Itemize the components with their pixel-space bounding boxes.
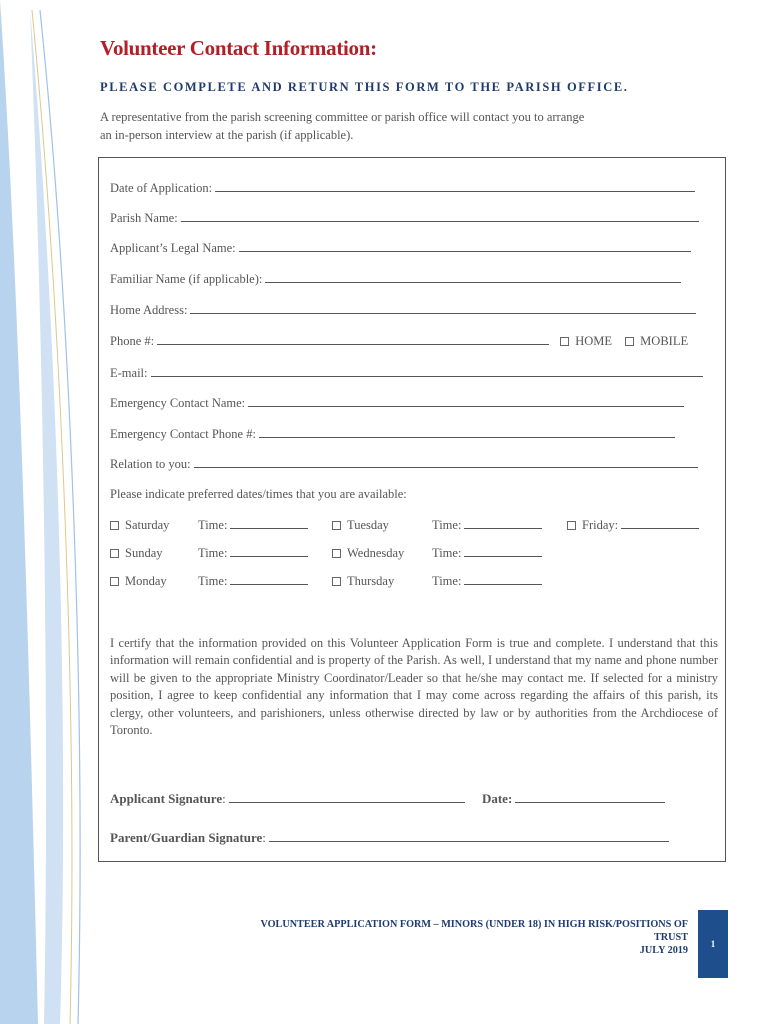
- familiar-name-field[interactable]: [265, 281, 681, 283]
- phone-home-checkbox[interactable]: [560, 337, 569, 346]
- sunday-label: Sunday: [125, 546, 163, 560]
- email-label: E-mail:: [110, 366, 148, 380]
- intro-line-1: A representative from the parish screening committee or parish office will contact you to arrange: [100, 110, 585, 124]
- familiar-name-label: Familiar Name (if applicable):: [110, 272, 263, 286]
- emergency-phone-field[interactable]: [259, 436, 675, 438]
- sunday-checkbox[interactable]: [110, 549, 119, 558]
- wednesday-checkbox[interactable]: [332, 549, 341, 558]
- relation-field[interactable]: [194, 466, 698, 468]
- emergency-phone-row: [110, 427, 675, 442]
- page-title: Volunteer Contact Information:: [100, 36, 377, 60]
- friday-checkbox[interactable]: [567, 521, 576, 530]
- saturday-checkbox[interactable]: [110, 521, 119, 530]
- day-tuesday: [332, 518, 389, 533]
- guardian-signature-field[interactable]: [269, 840, 669, 842]
- emergency-name-label: Emergency Contact Name:: [110, 396, 246, 410]
- tuesday-time: [432, 518, 542, 533]
- wednesday-time-field[interactable]: [464, 555, 542, 557]
- email-row: [110, 366, 703, 381]
- intro-line-2: an in-person interview at the parish (if applicable).: [100, 128, 354, 142]
- emergency-name-row: [110, 396, 684, 411]
- wednesday-time: [432, 546, 542, 561]
- saturday-label: Saturday: [125, 518, 170, 532]
- phone-row: [110, 334, 688, 349]
- applicant-signature-field[interactable]: [229, 801, 465, 803]
- legal-name-label: Applicant’s Legal Name:: [110, 241, 236, 255]
- friday-label: Friday:: [582, 518, 619, 532]
- emergency-name-field[interactable]: [248, 405, 684, 407]
- intro-text: [100, 108, 710, 144]
- familiar-name-row: [110, 272, 681, 287]
- wednesday-label: Wednesday: [347, 546, 405, 560]
- day-thursday: [332, 574, 394, 589]
- time-label: Time:: [198, 518, 228, 532]
- sunday-time-field[interactable]: [230, 555, 308, 557]
- parish-name-field[interactable]: [181, 220, 699, 222]
- home-address-label: Home Address:: [110, 303, 188, 317]
- guardian-signature-row: Parent/Guardian Signature:: [110, 830, 669, 846]
- signature-date-field[interactable]: [515, 801, 665, 803]
- phone-mobile-checkbox[interactable]: [625, 337, 634, 346]
- time-label: Time:: [198, 574, 228, 588]
- parish-name-row: [110, 211, 699, 226]
- day-sunday: [110, 546, 163, 561]
- footer-line-3: JULY 2019: [639, 945, 688, 956]
- phone-home-label: HOME: [575, 334, 613, 348]
- page-subtitle: PLEASE COMPLETE AND RETURN THIS FORM TO THE PARISH OFFICE.: [100, 80, 629, 94]
- emergency-phone-label: Emergency Contact Phone #:: [110, 427, 256, 441]
- thursday-time: [432, 574, 542, 589]
- relation-label: Relation to you:: [110, 457, 191, 471]
- monday-label: Monday: [125, 574, 167, 588]
- applicant-signature-label: Applicant Signature: [110, 791, 223, 806]
- contact-form: [98, 157, 726, 862]
- time-label: Time:: [432, 518, 462, 532]
- legal-name-field[interactable]: [239, 250, 691, 252]
- monday-checkbox[interactable]: [110, 577, 119, 586]
- day-monday: [110, 574, 167, 589]
- thursday-label: Thursday: [347, 574, 395, 588]
- email-field[interactable]: [151, 375, 703, 377]
- footer-line-1: VOLUNTEER APPLICATION FORM – MINORS (UNDER 18) IN HIGH RISK/POSITIONS OF: [260, 919, 688, 930]
- page-number: 1: [698, 910, 728, 978]
- saturday-time: [198, 518, 308, 533]
- tuesday-label: Tuesday: [347, 518, 389, 532]
- home-address-field[interactable]: [190, 312, 696, 314]
- day-wednesday: [332, 546, 404, 561]
- decorative-swoosh: [0, 0, 90, 1024]
- time-label: Time:: [432, 574, 462, 588]
- time-label: Time:: [198, 546, 228, 560]
- availability-prompt: Please indicate preferred dates/times that you are available:: [110, 487, 407, 501]
- tuesday-time-field[interactable]: [464, 527, 542, 529]
- time-label: Time:: [432, 546, 462, 560]
- date-of-application-row: [110, 181, 695, 196]
- saturday-time-field[interactable]: [230, 527, 308, 529]
- phone-field[interactable]: [157, 343, 549, 345]
- friday-time-field[interactable]: [621, 527, 699, 529]
- legal-name-row: [110, 241, 691, 256]
- guardian-signature-label: Parent/Guardian Signature: [110, 830, 263, 845]
- date-of-application-label: Date of Application:: [110, 181, 213, 195]
- relation-row: [110, 457, 698, 472]
- phone-mobile-label: MOBILE: [640, 334, 689, 348]
- applicant-signature-row: Applicant Signature: Date:: [110, 791, 665, 807]
- tuesday-checkbox[interactable]: [332, 521, 341, 530]
- thursday-time-field[interactable]: [464, 583, 542, 585]
- thursday-checkbox[interactable]: [332, 577, 341, 586]
- footer-line-2: TRUST: [654, 932, 688, 943]
- page-footer: [128, 918, 688, 957]
- sunday-time: [198, 546, 308, 561]
- date-of-application-field[interactable]: [215, 190, 695, 192]
- monday-time-field[interactable]: [230, 583, 308, 585]
- day-saturday: [110, 518, 169, 533]
- certification-text: I certify that the information provided on this Volunteer Application Form is true and complete. I understand that this information will remain confidential and is property of the Parish. As well, I understand that my name and phone number will be given to the appropriate Ministry Coordinator/Leader so that he/she may contact me. If selected for a ministry position, I agree to keep confidential any information that I may come across regarding the affairs of this parish, its clergy, other volunteers, and parishioners, unless otherwise directed by law or by authorities from the Archdiocese of Toronto.: [110, 636, 718, 738]
- signature-date-label: Date:: [481, 791, 513, 806]
- monday-time: [198, 574, 308, 589]
- day-friday: [567, 518, 699, 533]
- phone-label: Phone #:: [110, 334, 155, 348]
- parish-name-label: Parish Name:: [110, 211, 178, 225]
- home-address-row: [110, 303, 696, 318]
